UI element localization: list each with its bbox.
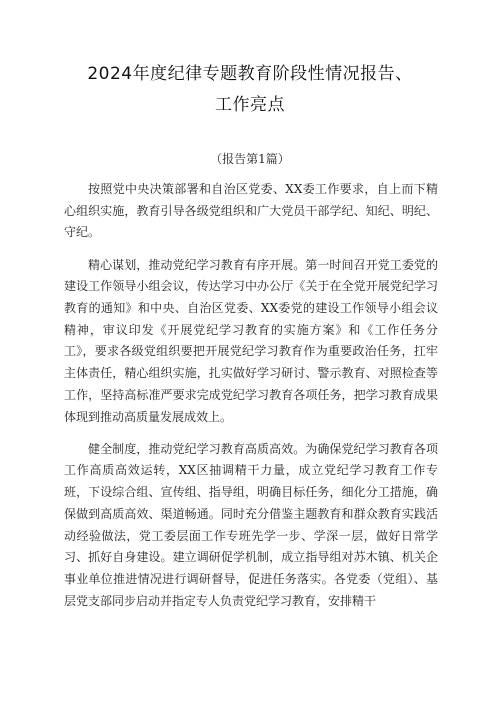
document-body bbox=[64, 179, 438, 623]
document-title-line-2: 工作亮点 bbox=[215, 95, 285, 115]
paragraph-intro: 按照党中央决策部署和自治区党委、XX委工作要求，自上而下精心组织实施，教育引导各级党组织和广大党员干部学纪、知纪、明纪、守纪。 bbox=[64, 182, 438, 240]
document-subtitle: （报告第1篇） bbox=[210, 152, 290, 166]
document-title-line-1: 2024年度纪律专题教育阶段性情况报告、 bbox=[87, 64, 413, 84]
paragraph-planning: 精心谋划，推动党纪学习教育有序开展。第一时间召开党工委党的建设工作领导小组会议，传达学习中办公厅《关于在全党开展党纪学习教育的通知》和中央、自治区党委、XX委党的建设工作领导小组会议精神，审议印发《开展党纪学习教育的实施方案》和《工作任务分工》，要求各级党组织要把开展党纪学习教育作为重要政治任务，扛牢主体责任，精心组织实施，扎实做好学习研讨、警示教育、对照检查等工作，坚持高标准严要求完成党纪学习教育各项任务，把学习教育成果体现到推动高质量发展成效上。 bbox=[64, 257, 438, 424]
paragraph-system: 健全制度，推动党纪学习教育高质高效。为确保党纪学习教育各项工作高质高效运转，XX区抽调精干力量，成立党纪学习教育工作专班，下设综合组、宣传组、指导组，明确目标任务，细化分工措施，确保做到高质高效、渠道畅通。同时充分借鉴主题教育和群众教育实践活动经验做法，党工委层面工作专班先学一步、学深一层，做好日常学习、抓好自身建设。建立调研促学机制，成立指导组对苏木镇、机关企事业单位推进情况进行调研督导，促进任务落实。各党委（党组）、基层党支部同步启动并指定专人负责党纪学习教育，安排精干 bbox=[64, 441, 438, 608]
